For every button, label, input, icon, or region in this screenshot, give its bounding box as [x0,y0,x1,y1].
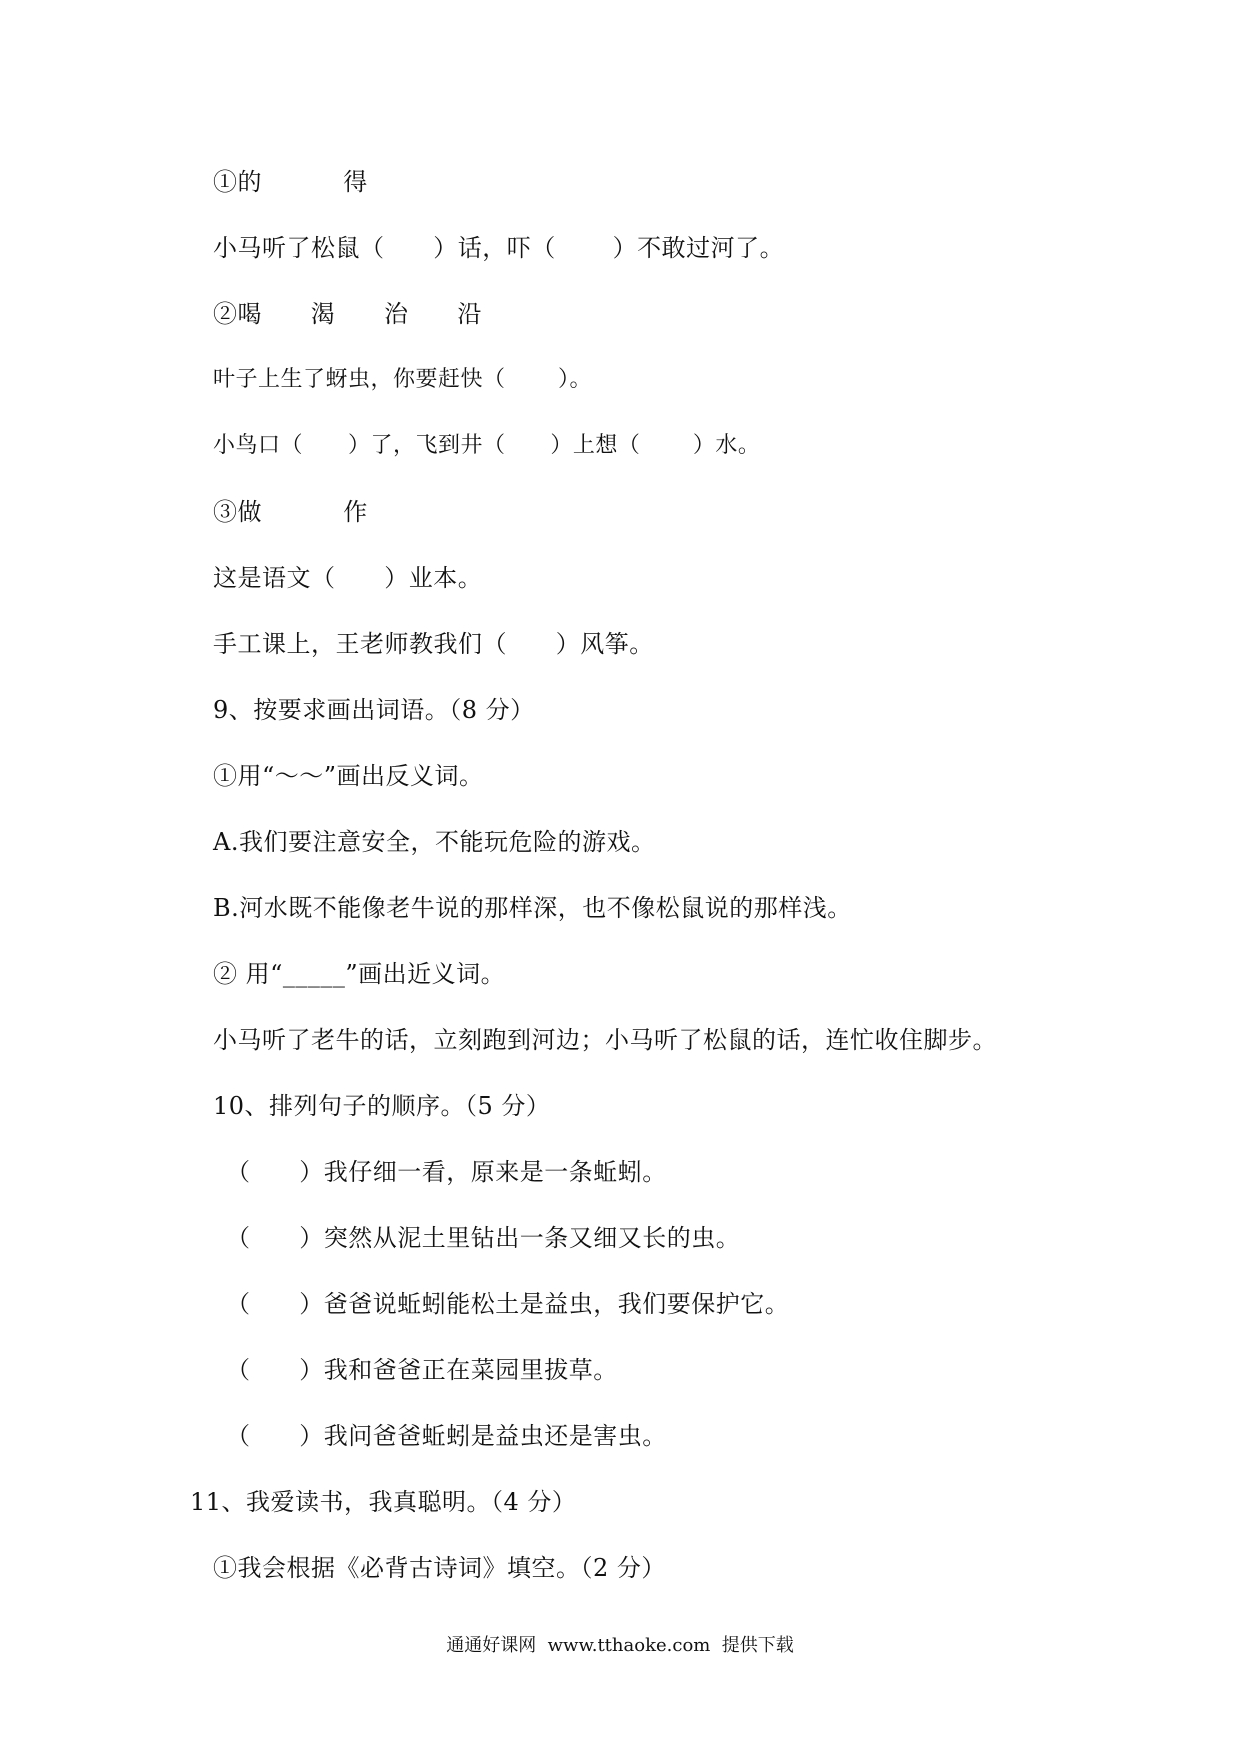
question-11-part-1: ①我会根据《必背古诗词》填空。（2 分） [213,1554,666,1582]
question-10-item-3: （ ）爸爸说蚯蚓能松土是益虫，我们要保护它。 [226,1290,790,1318]
question-8-option-2-sentence-2: 小鸟口（ ）了，飞到井（ ）上想（ ）水。 [213,433,761,458]
question-8-option-3-sentence-2: 手工课上，王老师教我们（ ）风筝。 [213,630,654,658]
question-8-option-2-sentence-1: 叶子上生了蚜虫，你要赶快（ ）。 [213,367,592,392]
question-8-option-1-sentence: 小马听了松鼠（ ）话，吓（ ）不敢过河了。 [213,234,785,262]
question-10-item-5: （ ）我问爸爸蚯蚓是益虫还是害虫。 [226,1422,667,1450]
question-9-heading: 9、按要求画出词语。（8 分） [213,696,535,724]
question-11-heading: 11、我爱读书，我真聪明。（4 分） [190,1488,577,1516]
question-10-item-1: （ ）我仔细一看，原来是一条蚯蚓。 [226,1158,667,1186]
question-9-sentence-c: 小马听了老牛的话，立刻跑到河边；小马听了松鼠的话，连忙收住脚步。 [213,1026,997,1054]
question-8-option-1-words: ①的 得 [213,168,368,196]
page-footer: 通通好课网 www.tthaoke.com 提供下载 [446,1635,794,1656]
question-10-heading: 10、排列句子的顺序。（5 分） [213,1092,551,1120]
question-9-part-2: ② 用“_____”画出近义词。 [213,960,506,988]
question-9-sentence-a: A.我们要注意安全，不能玩危险的游戏。 [213,828,656,856]
question-10-item-4: （ ）我和爸爸正在菜园里拔草。 [226,1356,618,1384]
question-8-option-3-words: ③做 作 [213,498,368,526]
question-9-sentence-b: B.河水既不能像老牛说的那样深，也不像松鼠说的那样浅。 [213,894,852,922]
question-8-option-3-sentence-1: 这是语文（ ）业本。 [213,564,483,592]
question-10-item-2: （ ）突然从泥土里钻出一条又细又长的虫。 [226,1224,741,1252]
question-9-part-1: ①用“～～”画出反义词。 [213,762,484,790]
question-8-option-2-words: ②喝 渴 治 沿 [213,300,482,328]
